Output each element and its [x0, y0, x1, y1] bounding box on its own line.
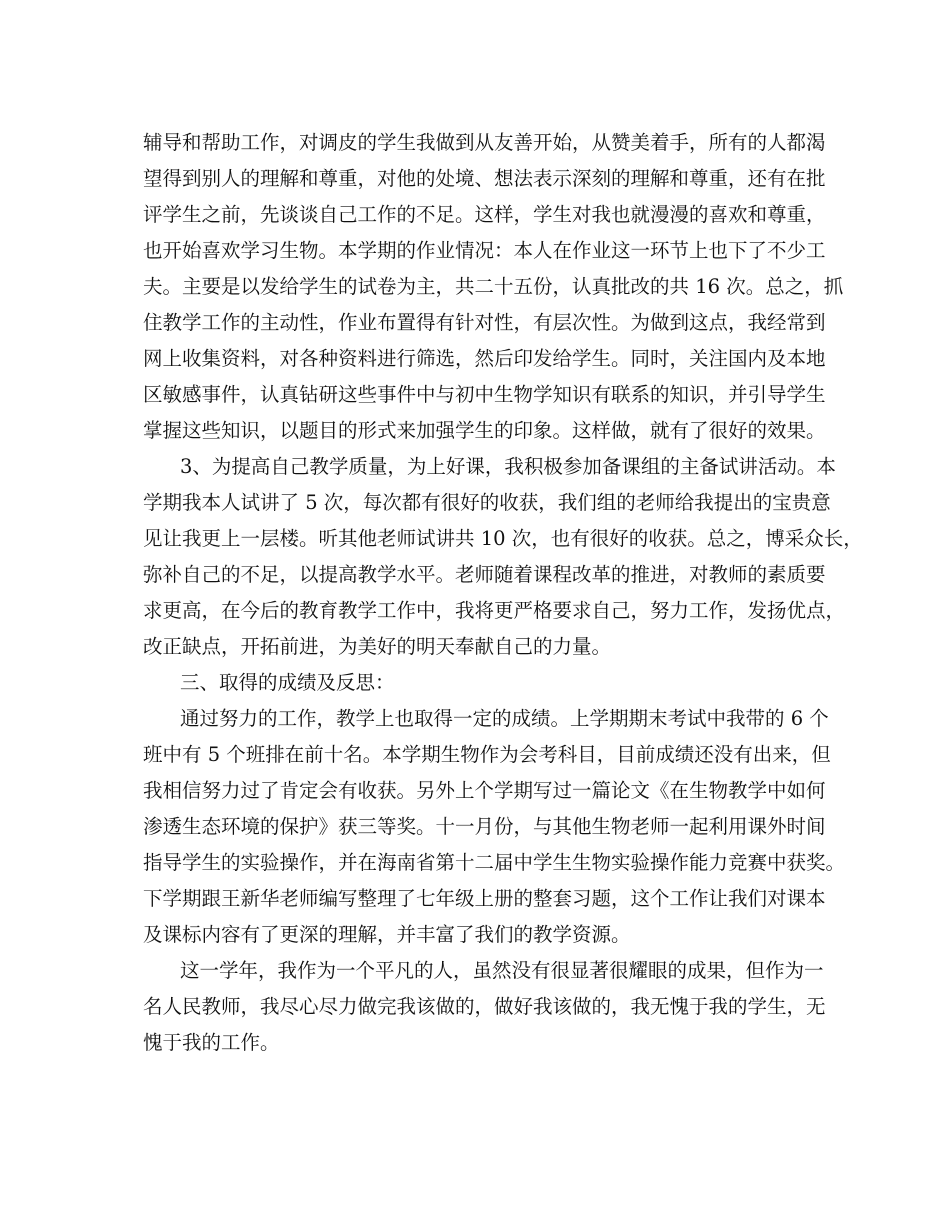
text-line: 夫。主要是以发给学生的试卷为主，共二十五份，认真批改的共 16 次。总之，抓	[143, 275, 844, 298]
text-line: 名人民教师，我尽心尽力做完我该做的，做好我该做的，我无愧于我的学生，无	[143, 995, 826, 1018]
text-line: 改正缺点，开拓前进，为美好的明天奉献自己的力量。	[143, 635, 612, 658]
text-line: 弥补自己的不足，以提高教学水平。老师随着课程改革的推进，对教师的素质要	[143, 563, 826, 586]
text-line: 下学期跟王新华老师编写整理了七年级上册的整套习题，这个工作让我们对课本	[143, 887, 826, 910]
section-heading: 三、取得的成绩及反思：	[180, 671, 395, 694]
text-line: 学期我本人试讲了 5 次，每次都有很好的收获，我们组的老师给我提出的宝贵意	[143, 491, 831, 514]
text-line: 辅导和帮助工作，对调皮的学生我做到从友善开始，从赞美着手，所有的人都渴	[143, 131, 826, 154]
text-line: 也开始喜欢学习生物。本学期的作业情况：本人在作业这一环节上也下了不少工	[143, 239, 826, 262]
paragraph-first-line: 3、为提高自己教学质量，为上好课，我积极参加备课组的主备试讲活动。本	[180, 455, 836, 478]
text-line: 住教学工作的主动性，作业布置得有针对性，有层次性。为做到这点，我经常到	[143, 311, 826, 334]
text-line: 愧于我的工作。	[143, 1031, 280, 1054]
text-line: 求更高，在今后的教育教学工作中，我将更严格要求自己，努力工作，发扬优点，	[143, 599, 846, 622]
paragraph-first-line: 这一学年，我作为一个平凡的人，虽然没有很显著很耀眼的成果，但作为一	[180, 959, 824, 982]
text-line: 指导学生的实验操作，并在海南省第十二届中学生生物实验操作能力竞赛中获奖。	[143, 851, 846, 874]
text-line: 网上收集资料，对各种资料进行筛选，然后印发给学生。同时，关注国内及本地	[143, 347, 826, 370]
text-line: 掌握这些知识，以题目的形式来加强学生的印象。这样做，就有了很好的效果。	[143, 419, 826, 442]
text-line: 及课标内容有了更深的理解，并丰富了我们的教学资源。	[143, 923, 631, 946]
text-line: 区敏感事件，认真钻研这些事件中与初中生物学知识有联系的知识，并引导学生	[143, 383, 826, 406]
text-line: 评学生之前，先谈谈自己工作的不足。这样，学生对我也就漫漫的喜欢和尊重，	[143, 203, 826, 226]
text-line: 望得到别人的理解和尊重，对他的处境、想法表示深刻的理解和尊重，还有在批	[143, 167, 826, 190]
text-line: 班中有 5 个班排在前十名。本学期生物作为会考科目，目前成绩还没有出来，但	[143, 743, 831, 766]
text-line: 渗透生态环境的保护》获三等奖。十一月份，与其他生物老师一起利用课外时间	[143, 815, 826, 838]
text-line: 见让我更上一层楼。听其他老师试讲共 10 次，也有很好的收获。总之，博采众长，	[143, 527, 863, 550]
paragraph-first-line: 通过努力的工作，教学上也取得一定的成绩。上学期期末考试中我带的 6 个	[180, 707, 829, 730]
text-line: 我相信努力过了肯定会有收获。另外上个学期写过一篇论文《在生物教学中如何	[143, 779, 826, 802]
